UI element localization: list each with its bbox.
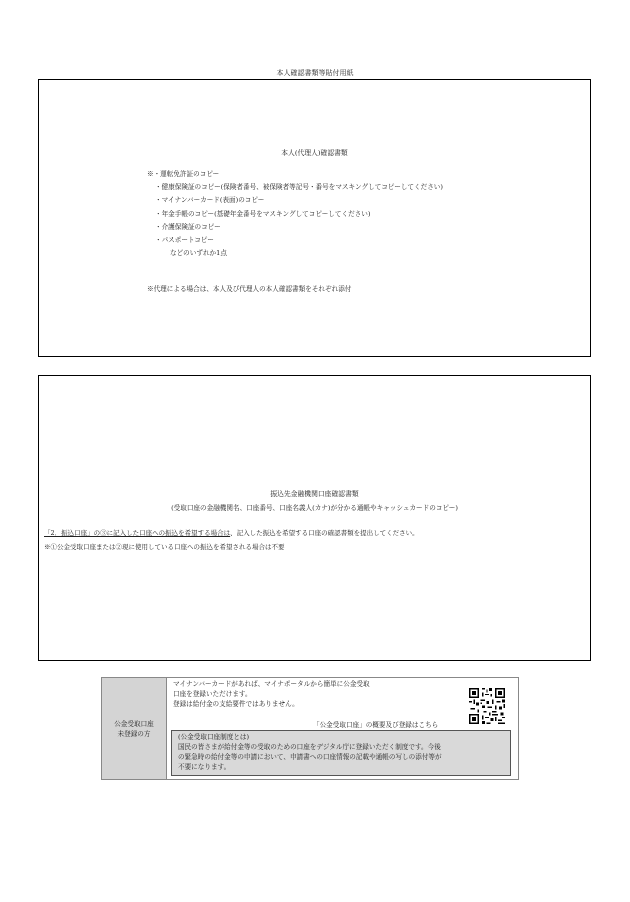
underlined-text: 「2．振込口座」の③に記入した口座への振込を希望する場合は bbox=[44, 529, 231, 537]
identity-document-box bbox=[38, 79, 591, 357]
list-item: などのいずれか1点 bbox=[170, 249, 227, 258]
identity-document-list bbox=[147, 168, 443, 260]
bank-document-instruction bbox=[44, 528, 419, 537]
proxy-note: ※代理による場合は、本人及び代理人の本人確認書類をそれぞれ添付 bbox=[147, 285, 352, 293]
list-item: ・健康保険証のコピー(保険者番号、被保険者等記号・番号をマスキングしてコピーしてください) bbox=[155, 183, 443, 192]
list-item: ※・運転免許証のコピー bbox=[147, 170, 220, 178]
list-item: ・マイナンバーカード(表面)のコピー bbox=[155, 196, 265, 205]
system-description-box: (公金受取口座制度とは) 国民の皆さまが給付金等の受取のための口座をデジタル庁に登録いただく制度です。今後 の緊急時の給付金等の申請において、申請書への口座情報の記載や通帳の写しの添付等が 不要になります。 bbox=[171, 730, 511, 776]
info-panel-content bbox=[167, 678, 518, 779]
public-account-info-panel bbox=[101, 677, 519, 780]
page-title: 本人確認書類等貼付用紙 bbox=[276, 69, 354, 77]
bank-document-subheading: (受取口座の金融機関名、口座番号、口座名義人(カナ)が分かる通帳やキャッシュカードのコピー) bbox=[171, 504, 458, 512]
identity-document-heading: 本人(代理人)確認書類 bbox=[281, 149, 348, 157]
instruction-rest: 、記入した振込を希望する口座の確認書類を提出してください。 bbox=[230, 529, 419, 537]
bank-document-heading: 振込先金融機関口座確認書類 bbox=[270, 490, 359, 498]
list-item: ・年金手帳のコピー(基礎年金番号をマスキングしてコピーしてください) bbox=[155, 209, 371, 218]
list-item: ・パスポートコピー bbox=[155, 236, 214, 245]
list-item: ・介護保険証のコピー bbox=[155, 222, 221, 231]
bank-account-document-box bbox=[38, 375, 591, 661]
bank-document-exemption-note: ※①公金受取口座または②現に使用している口座への振込を希望される場合は不要 bbox=[44, 543, 285, 551]
info-panel-label: 公金受取口座 未登録の方 bbox=[102, 678, 167, 779]
info-text: マイナンバーカードがあれば、マイナポータルから簡単に公金受取 口座を登録いただけます。 登録は給付金の支給要件ではありません。 bbox=[173, 680, 370, 708]
qr-code-icon[interactable] bbox=[469, 688, 505, 724]
qr-caption: 「公金受取口座」の概要及び登録はこちら bbox=[313, 721, 439, 729]
